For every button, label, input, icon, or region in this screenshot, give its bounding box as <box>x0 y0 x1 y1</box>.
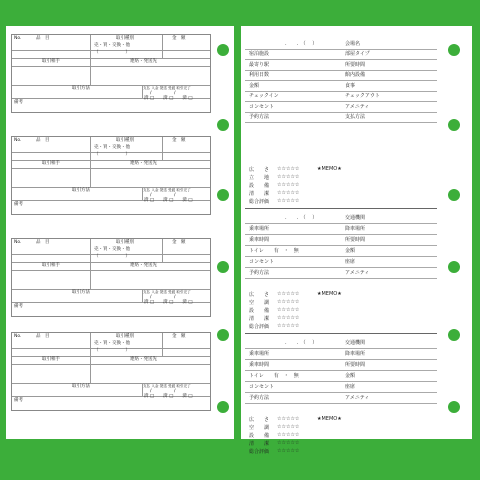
item-label: 品 目 <box>36 240 50 245</box>
method-label: 取引方法 <box>72 290 90 295</box>
rating-stars: ☆☆☆☆☆ <box>277 174 300 180</box>
record-label: 降車場所 <box>345 351 366 357</box>
rating-label: 設 備 <box>249 183 270 189</box>
payment-check: / / <box>150 389 176 394</box>
remarks-label: 備考 <box>14 100 23 105</box>
record-label: 乗車場所 <box>249 351 270 357</box>
rating-label: 広 さ <box>249 292 270 298</box>
payment-check: / / <box>150 193 176 198</box>
record-label: アメニティ <box>345 270 370 276</box>
form-no: No. <box>14 334 22 339</box>
rating-label: 清 潔 <box>249 316 270 322</box>
divider-line <box>12 270 210 271</box>
memo-label: ★MEMO★ <box>317 166 342 172</box>
record-label: トイレ 有 ・ 無 <box>249 248 299 254</box>
record-label: コンセント <box>249 103 275 110</box>
memo-label: ★MEMO★ <box>317 416 342 422</box>
record-label: 座席 <box>345 259 356 265</box>
section-divider <box>245 208 437 209</box>
binder-hole-icon <box>217 401 229 413</box>
rating-label: 総合評価 <box>249 449 270 455</box>
item-label: 品 目 <box>36 36 50 41</box>
record-label: 宿泊施設 <box>249 51 270 57</box>
record-label: 所要時間 <box>345 237 366 243</box>
record-label: 支払方法 <box>345 114 366 120</box>
contact-label: 連絡・発送先 <box>130 161 157 166</box>
amount-label: 金 額 <box>172 36 186 41</box>
rating-label: 清 潔 <box>249 441 270 447</box>
date-field: . . （ ） <box>285 215 318 221</box>
binder-hole-icon <box>448 189 460 201</box>
section-title: 交通機関 <box>345 215 366 221</box>
date-field: . . （ ） <box>285 40 318 47</box>
divider-line <box>162 137 163 160</box>
payment-check: / / <box>150 91 176 96</box>
section-title: 交通機関 <box>345 340 366 346</box>
record-label: 金額 <box>345 248 356 254</box>
record-label: 部屋タイプ <box>345 51 370 57</box>
amount-label: 金 額 <box>172 138 186 143</box>
rating-stars: ☆☆☆☆☆ <box>277 198 300 204</box>
binder-hole-icon <box>217 189 229 201</box>
rating-stars: ☆☆☆☆☆ <box>277 166 300 172</box>
trade-type-label: 取引種別 <box>116 138 134 143</box>
payment-check: / / <box>150 295 176 300</box>
rating-stars: ☆☆☆☆☆ <box>277 291 300 297</box>
section-title: 会場名 <box>345 40 361 47</box>
binder-hole-icon <box>448 401 460 413</box>
record-label: 金額 <box>345 373 356 379</box>
binder-hole-icon <box>448 261 460 273</box>
rating-stars: ☆☆☆☆☆ <box>277 416 300 422</box>
transaction-form <box>11 238 211 317</box>
rating-label: 空 調 <box>249 300 270 306</box>
trade-options: 売・買・交換・他 <box>94 247 130 252</box>
left-sheet <box>6 26 234 439</box>
record-label: 金額 <box>249 82 260 89</box>
record-label: コンセント <box>249 384 275 390</box>
payment-steps: 支払 入金 発送 受渡 取引完了 <box>143 86 191 90</box>
trade-other-paren: （ ） <box>94 254 130 259</box>
record-label: 予約方法 <box>249 114 270 120</box>
divider-line <box>162 239 163 262</box>
binder-hole-icon <box>448 329 460 341</box>
divider-line <box>12 168 210 169</box>
item-label: 品 目 <box>36 334 50 339</box>
payment-checkboxes: 済 □ 済 □ 済 □ <box>144 394 193 399</box>
rating-label: 設 備 <box>249 308 270 314</box>
record-section <box>245 38 437 122</box>
remarks-label: 備考 <box>14 202 23 207</box>
record-label: 乗車場所 <box>249 226 270 232</box>
transaction-form <box>11 136 211 215</box>
counterparty-label: 取引相手 <box>42 263 60 268</box>
method-label: 取引方法 <box>72 188 90 193</box>
divider-line <box>90 35 91 58</box>
record-label: 予約方法 <box>249 270 270 276</box>
trade-other-paren: （ ） <box>94 152 130 157</box>
trade-options: 売・買・交換・他 <box>94 43 130 48</box>
rating-label: 清 潔 <box>249 191 270 197</box>
divider-line <box>90 239 91 262</box>
divider-line <box>90 137 91 160</box>
trade-type-label: 取引種別 <box>116 240 134 245</box>
payment-steps: 支払 入金 発送 受渡 取引完了 <box>143 188 191 192</box>
payment-checkboxes: 済 □ 済 □ 済 □ <box>144 198 193 203</box>
binder-hole-icon <box>217 261 229 273</box>
trade-type-label: 取引種別 <box>116 36 134 41</box>
memo-label: ★MEMO★ <box>317 291 342 297</box>
payment-checkboxes: 済 □ 済 □ 済 □ <box>144 96 193 101</box>
rating-stars: ☆☆☆☆☆ <box>277 190 300 196</box>
rating-label: 広 さ <box>249 417 270 423</box>
record-label: 座席 <box>345 384 356 390</box>
divider-line <box>162 35 163 58</box>
record-label: アメニティ <box>345 395 370 401</box>
trade-other-paren: （ ） <box>94 348 130 353</box>
remarks-label: 備考 <box>14 304 23 309</box>
record-label: 最寄り駅 <box>249 61 270 68</box>
method-label: 取引方法 <box>72 86 90 91</box>
rating-label: 総合評価 <box>249 199 270 205</box>
rating-stars: ☆☆☆☆☆ <box>277 182 300 188</box>
divider-line <box>12 364 210 365</box>
rating-stars: ☆☆☆☆☆ <box>277 432 300 438</box>
trade-type-label: 取引種別 <box>116 334 134 339</box>
rating-block <box>245 416 437 456</box>
record-row <box>245 392 437 404</box>
binder-hole-icon <box>217 329 229 341</box>
rating-block <box>245 166 437 206</box>
record-label: 乗車時間 <box>249 237 270 243</box>
binder-hole-icon <box>217 44 229 56</box>
record-label: 館内設備 <box>345 72 366 78</box>
binder-hole-icon <box>448 44 460 56</box>
record-row <box>245 267 437 279</box>
form-no: No. <box>14 240 22 245</box>
contact-label: 連絡・発送先 <box>130 263 157 268</box>
payment-steps: 支払 入金 発送 受渡 取引完了 <box>143 384 191 388</box>
section-divider <box>245 333 437 334</box>
amount-label: 金 額 <box>172 334 186 339</box>
binder-hole-icon <box>217 119 229 131</box>
trade-options: 売・買・交換・他 <box>94 341 130 346</box>
rating-label: 空 調 <box>249 425 270 431</box>
divider-line <box>90 58 91 85</box>
rating-stars: ☆☆☆☆☆ <box>277 315 300 321</box>
form-no: No. <box>14 138 22 143</box>
record-label: 所要時間 <box>345 362 366 368</box>
rating-stars: ☆☆☆☆☆ <box>277 299 300 305</box>
divider-line <box>90 160 91 187</box>
record-label: 食事 <box>345 82 356 89</box>
divider-line <box>90 333 91 356</box>
record-label: コンセント <box>249 259 275 265</box>
record-label: チェックイン <box>249 93 279 99</box>
rating-stars: ☆☆☆☆☆ <box>277 448 300 454</box>
transaction-form <box>11 34 211 113</box>
transaction-form <box>11 332 211 411</box>
record-label: 所要時間 <box>345 61 366 68</box>
payment-steps: 支払 入金 発送 受渡 取引完了 <box>143 290 191 294</box>
item-label: 品 目 <box>36 138 50 143</box>
counterparty-label: 取引相手 <box>42 59 60 64</box>
divider-line <box>90 356 91 383</box>
amount-label: 金 額 <box>172 240 186 245</box>
contact-label: 連絡・発送先 <box>130 357 157 362</box>
method-label: 取引方法 <box>72 384 90 389</box>
date-field: . . （ ） <box>285 340 318 346</box>
rating-stars: ☆☆☆☆☆ <box>277 440 300 446</box>
rating-stars: ☆☆☆☆☆ <box>277 307 300 313</box>
record-section <box>245 337 437 403</box>
divider-line <box>90 262 91 289</box>
record-section <box>245 212 437 278</box>
rating-block <box>245 291 437 331</box>
rating-label: 立 地 <box>249 175 270 181</box>
right-sheet <box>241 26 472 455</box>
binder-hole-icon <box>448 119 460 131</box>
trade-options: 売・買・交換・他 <box>94 145 130 150</box>
counterparty-label: 取引相手 <box>42 161 60 166</box>
record-label: 利用日数 <box>249 72 270 78</box>
record-label: アメニティ <box>345 103 370 110</box>
rating-stars: ☆☆☆☆☆ <box>277 424 300 430</box>
rating-label: 設 備 <box>249 433 270 439</box>
record-label: チェックアウト <box>345 93 380 99</box>
rating-label: 総合評価 <box>249 324 270 330</box>
form-no: No. <box>14 36 22 41</box>
divider-line <box>12 66 210 67</box>
record-row <box>245 112 437 124</box>
record-label: 乗車時間 <box>249 362 270 368</box>
remarks-label: 備考 <box>14 398 23 403</box>
contact-label: 連絡・発送先 <box>130 59 157 64</box>
record-label: トイレ 有 ・ 無 <box>249 373 299 379</box>
counterparty-label: 取引相手 <box>42 357 60 362</box>
rating-stars: ☆☆☆☆☆ <box>277 323 300 329</box>
record-label: 予約方法 <box>249 395 270 401</box>
divider-line <box>162 333 163 356</box>
trade-other-paren: （ ） <box>94 50 130 55</box>
payment-checkboxes: 済 □ 済 □ 済 □ <box>144 300 193 305</box>
record-label: 降車場所 <box>345 226 366 232</box>
rating-label: 広 さ <box>249 167 270 173</box>
